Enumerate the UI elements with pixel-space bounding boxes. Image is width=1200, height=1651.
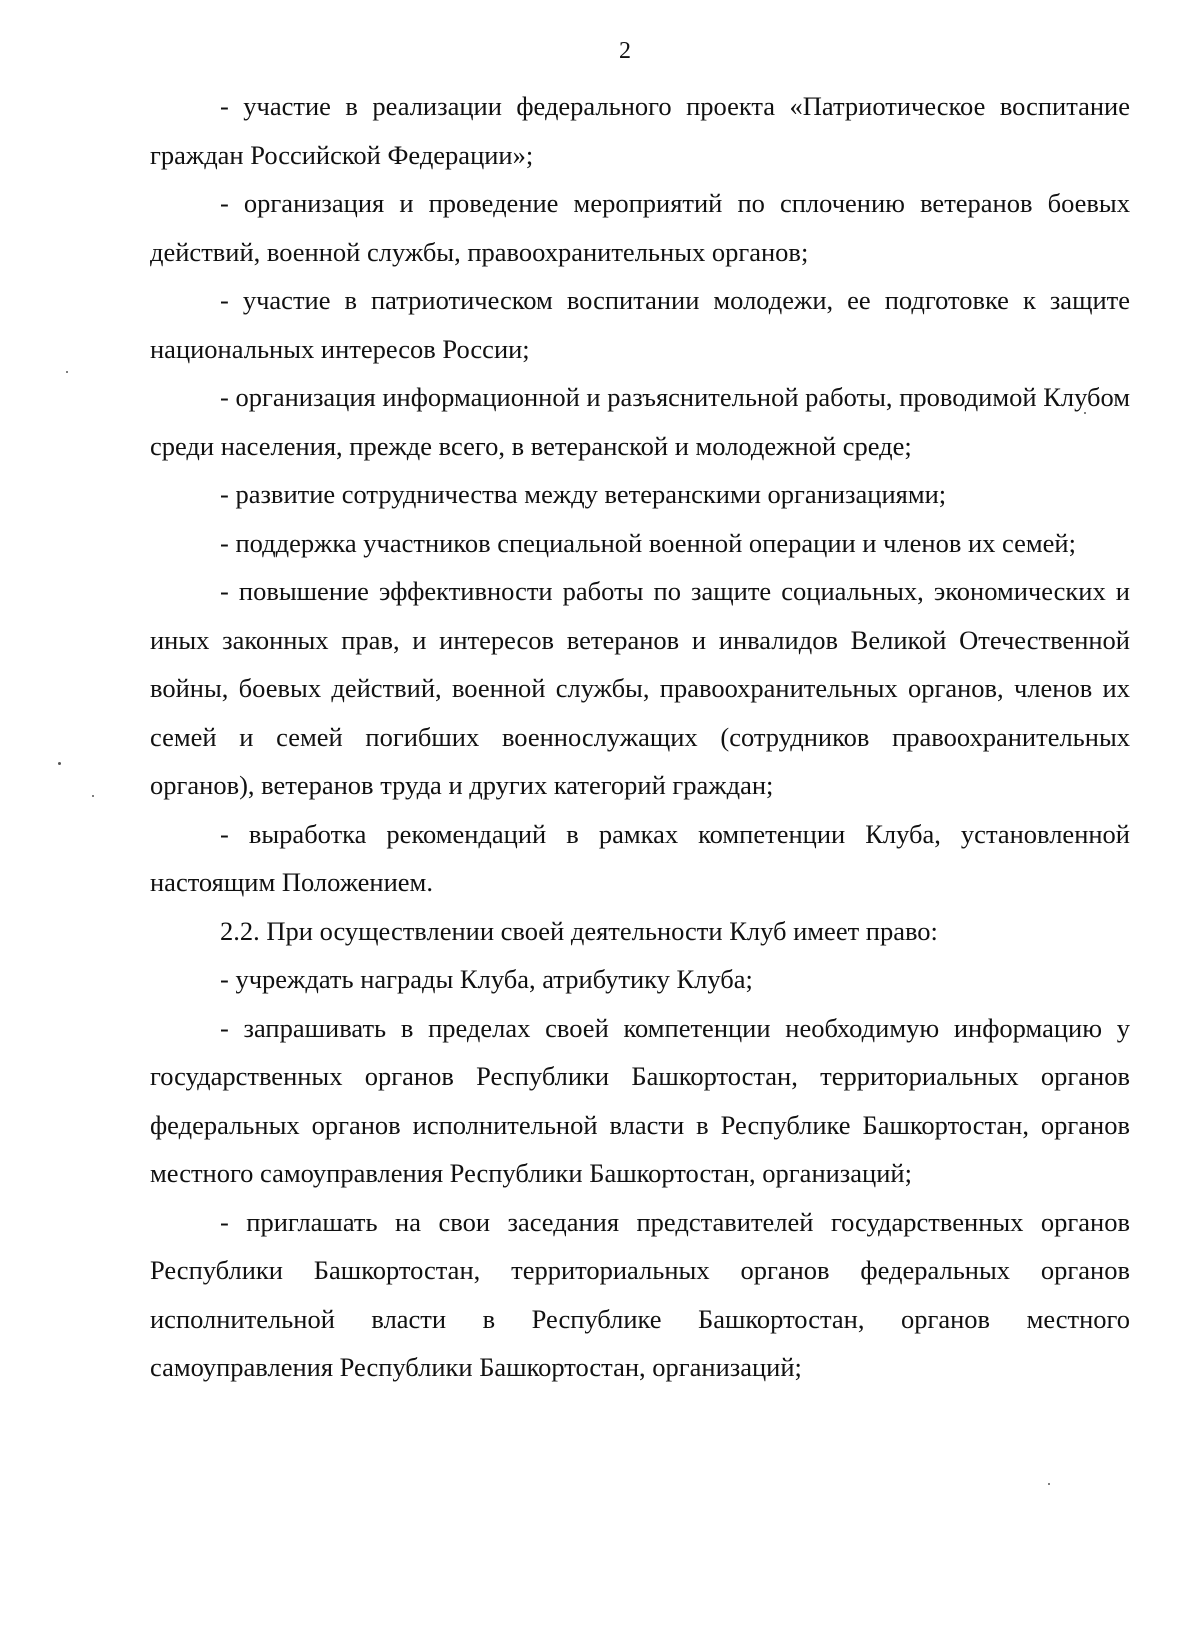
list-item: - приглашать на свои заседания представителей государственных органов Республики Башкортостан, территориальных органов федеральных органов исполнительной власти в Республике Башкортостан, органов местного самоуправления Республики Башкортостан, организаций; <box>150 1206 1130 1382</box>
list-item: - поддержка участников специальной военной операции и членов их семей; <box>220 527 1076 558</box>
scan-speck <box>66 371 68 373</box>
scan-speck <box>92 795 94 797</box>
document-body <box>150 82 1130 1392</box>
list-item: - повышение эффективности работы по защите социальных, экономических и иных законных прав, и интересов ветеранов и инвалидов Великой Отечественной войны, боевых действий, военной службы, правоохранительных органов, членов их семей и семей погибших военнослужащих (сотрудников правоохранительных органов), ветеранов труда и других категорий граждан; <box>150 576 1130 800</box>
list-item: - выработка рекомендаций в рамках компетенции Клуба, установленной настоящим Положением. <box>150 818 1130 897</box>
scan-speck <box>1048 1483 1050 1485</box>
list-item: - организация и проведение мероприятий по сплочению ветеранов боевых действий, военной службы, правоохранительных органов; <box>150 188 1130 267</box>
list-item: - развитие сотрудничества между ветеранскими организациями; <box>220 479 947 509</box>
list-item: - организация информационной и разъяснительной работы, проводимой Клубом среди населения, прежде всего, в ветеранской и молодежной среде; <box>150 382 1130 461</box>
list-item: - учреждать награды Клуба, атрибутику Клуба; <box>220 964 753 994</box>
list-item: - запрашивать в пределах своей компетенции необходимую информацию у государственных органов Республики Башкортостан, территориальных органов федеральных органов исполнительной власти в Республике Башкортостан, органов местного самоуправления Республики Башкортостан, организаций; <box>150 1012 1130 1188</box>
list-item: - участие в патриотическом воспитании молодежи, ее подготовке к защите национальных интересов России; <box>150 285 1130 364</box>
page-number: 2 <box>619 38 631 64</box>
section-clause: 2.2. При осуществлении своей деятельности Клуб имеет право: <box>220 915 938 946</box>
list-item: - участие в реализации федерального проекта «Патриотическое воспитание граждан Российской Федерации»; <box>150 91 1130 170</box>
scan-speck <box>1084 412 1086 414</box>
scan-speck <box>58 762 61 765</box>
